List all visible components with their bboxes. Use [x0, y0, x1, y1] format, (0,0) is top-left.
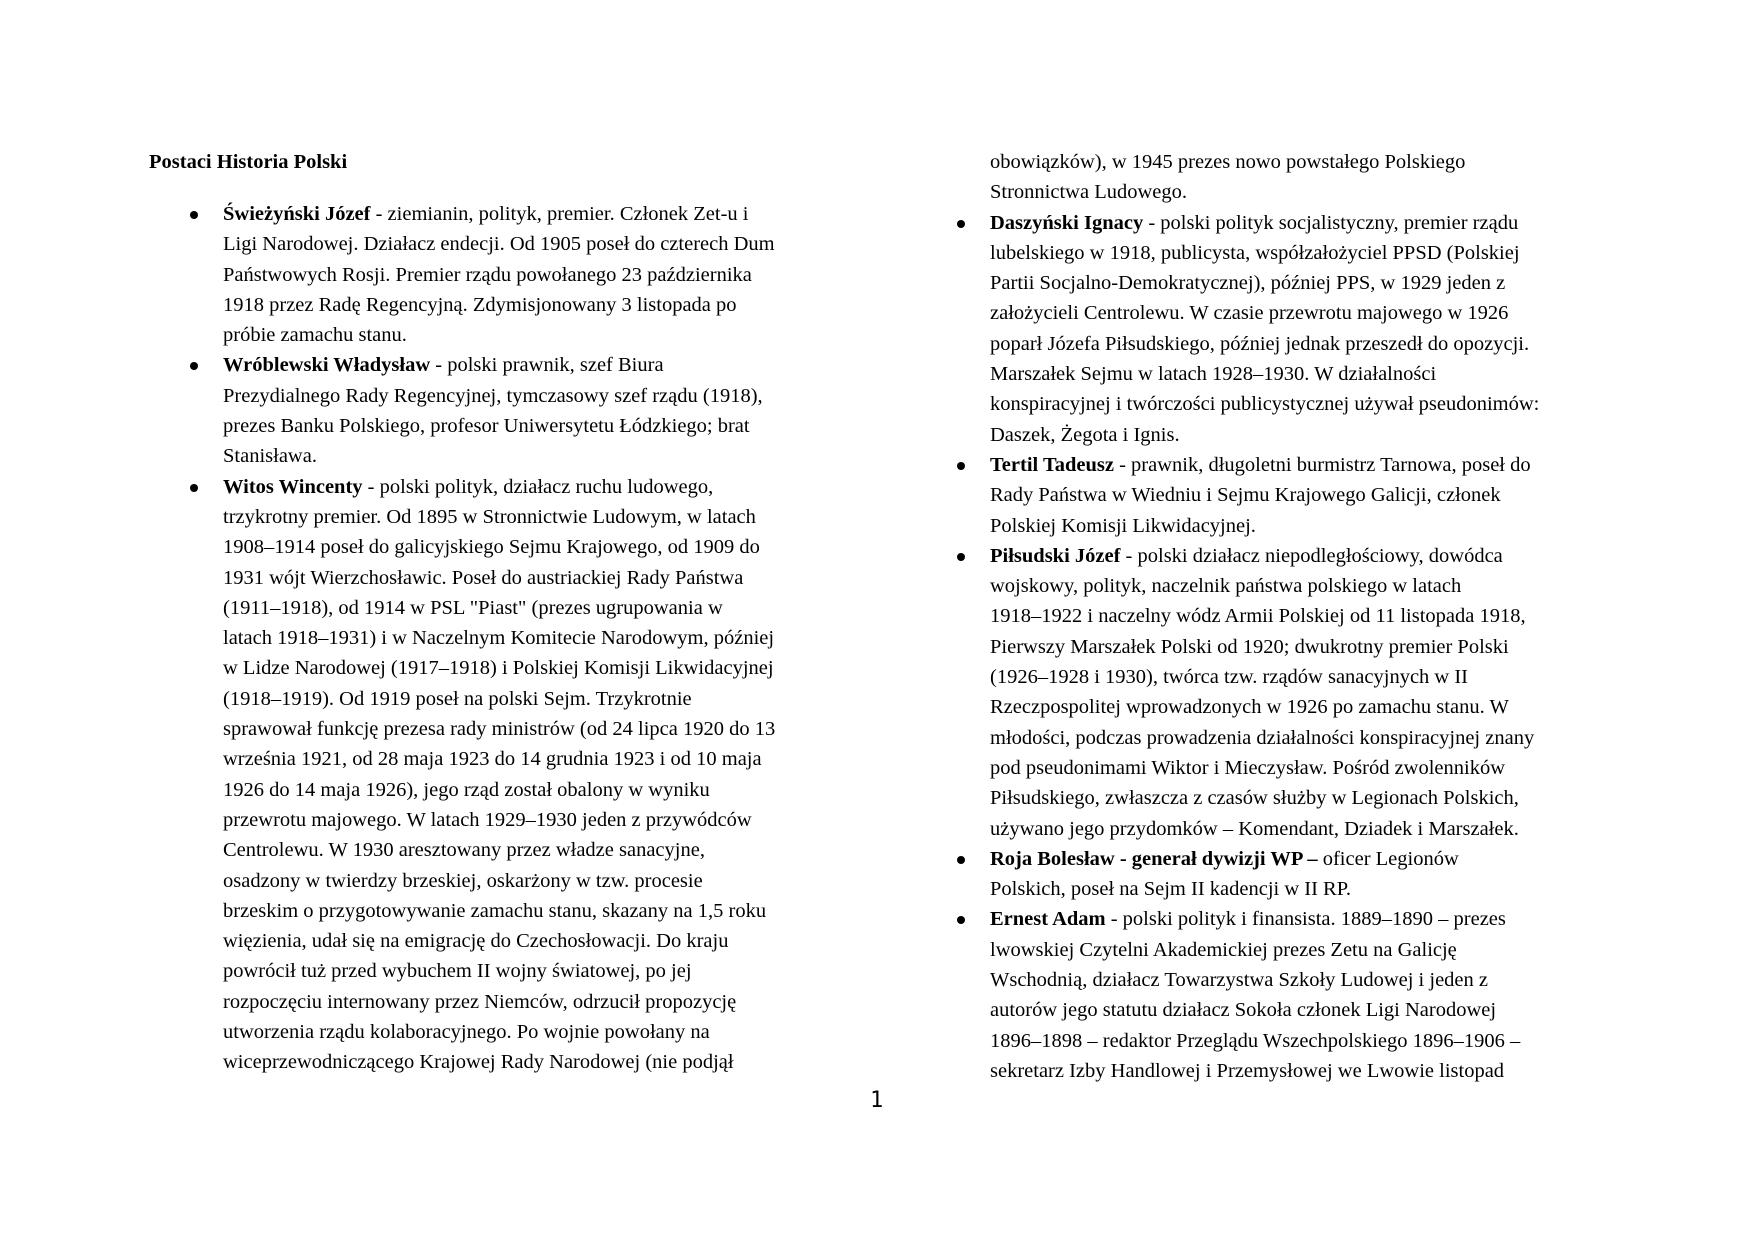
text-line: [223, 381, 863, 411]
description-text: oficer Legionów: [1317, 847, 1459, 870]
description-text: Pierwszy Marszałek Polski od 1920; dwukrotny premier Polski: [990, 635, 1509, 658]
text-line: [990, 783, 1630, 813]
description-text: prezes Banku Polskiego, profesor Uniwersytetu Łódzkiego; brat: [223, 415, 750, 438]
description-text: - polski polityk, działacz ruchu ludowego,: [362, 475, 714, 498]
description-text: sekretarz Izby Handlowej i Przemysłowej we Lwowie listopad: [990, 1059, 1505, 1082]
description-text: - polski polityk socjalistyczny, premier rządu: [1143, 211, 1519, 234]
text-line: [990, 147, 1630, 177]
description-text: Centrolewu. W 1930 aresztowany przez władze sanacyjne,: [223, 839, 705, 862]
text-line: [990, 723, 1630, 753]
text-line: [990, 571, 1630, 601]
text-line: [990, 450, 1630, 480]
description-text: przewrotu majowego. W latach 1929–1930 jeden z przywódców: [223, 808, 752, 831]
text-line: [990, 844, 1630, 874]
text-line: [990, 995, 1630, 1025]
text-line: [990, 935, 1630, 965]
description-text: 1896–1898 – redaktor Przeglądu Wszechpolskiego 1896–1906 –: [990, 1029, 1521, 1052]
text-line: [990, 480, 1630, 510]
text-line: [223, 714, 863, 744]
description-text: używano jego przydomków – Komendant, Dziadek i Marszałek.: [990, 817, 1519, 840]
description-text: Rady Państwa w Wiedniu i Sejmu Krajowego Galicji, członek: [990, 484, 1501, 507]
left-column: [223, 199, 863, 1078]
description-text: w Lidze Narodowej (1917–1918) i Polskiej Komisji Likwidacyjnej: [223, 657, 774, 680]
text-line: [990, 298, 1630, 328]
description-text: Daszek, Żegota i Ignis.: [990, 423, 1180, 446]
text-line: [223, 987, 863, 1017]
description-text: autorów jego statutu działacz Sokoła członek Ligi Narodowej: [990, 999, 1497, 1022]
person-name: Tertil Tadeusz: [990, 453, 1114, 476]
text-line: [223, 956, 863, 986]
text-line: [223, 502, 863, 532]
description-text: więzienia, udał się na emigrację do Czechosłowacji. Do kraju: [223, 930, 729, 953]
list-item: [990, 541, 1630, 844]
text-line: [223, 896, 863, 926]
description-text: - ziemianin, polityk, premier. Członek Zet-u i: [370, 203, 749, 225]
text-line: [223, 532, 863, 562]
text-line: [990, 329, 1630, 359]
description-text: utworzenia rządu kolaboracyjnego. Po wojnie powołany na: [223, 1021, 710, 1044]
description-text: sprawował funkcję prezesa rady ministrów (od 24 lipca 1920 do 13: [223, 718, 776, 741]
description-text: - polski polityk i finansista. 1889–1890 – prezes: [1105, 908, 1506, 931]
list-item: [223, 472, 863, 1078]
text-line: [990, 601, 1630, 631]
description-text: 1926 do 14 maja 1926), jego rząd został obalony w wyniku: [223, 778, 710, 801]
description-text: wiceprzewodniczącego Krajowej Rady Narodowej (nie podjął: [223, 1051, 734, 1074]
text-line: [990, 268, 1630, 298]
text-line: [223, 593, 863, 623]
text-line: [223, 805, 863, 835]
description-text: (1918–1919). Od 1919 poseł na polski Sejm. Trzykrotnie: [223, 687, 692, 710]
bullet-icon: [957, 462, 965, 470]
text-line: [223, 441, 863, 471]
text-line: [990, 359, 1630, 389]
bullet-icon: [190, 362, 198, 370]
text-line: [223, 290, 863, 320]
description-text: lwowskiej Czytelni Akademickiej prezes Zetu na Galicję: [990, 938, 1457, 961]
text-line: [223, 684, 863, 714]
description-text: Wschodnią, działacz Towarzystwa Szkoły Ludowej i jeden z: [990, 969, 1488, 992]
description-text: - polski prawnik, szef Biura: [430, 354, 664, 377]
description-text: Polskiej Komisji Likwidacyjnej.: [990, 514, 1256, 537]
list-item-continuation: [990, 147, 1630, 208]
text-line: [990, 874, 1630, 904]
description-text: 1918–1922 i naczelny wódz Armii Polskiej od 11 listopada 1918,: [990, 605, 1526, 628]
person-name: Wróblewski Władysław: [223, 354, 431, 377]
text-line: [990, 177, 1630, 207]
text-line: [990, 692, 1630, 722]
description-text: latach 1918–1931) i w Naczelnym Komitecie Narodowym, później: [223, 627, 775, 650]
list-item: [990, 208, 1630, 450]
text-line: [990, 511, 1630, 541]
description-text: Państwowych Rosji. Premier rządu powołanego 23 października: [223, 263, 752, 286]
list-item: [223, 350, 863, 471]
description-text: brzeskim o przygotowywanie zamachu stanu, skazany na 1,5 roku: [223, 899, 767, 922]
description-text: (1926–1928 i 1930), twórca tzw. rządów sanacyjnych w II: [990, 666, 1468, 689]
description-text: założycieli Centrolewu. W czasie przewrotu majowego w 1926: [990, 302, 1509, 325]
text-line: [223, 775, 863, 805]
list-item: [990, 450, 1630, 541]
text-line: [223, 653, 863, 683]
text-line: [990, 904, 1630, 934]
description-text: powrócił tuż przed wybuchem II wojny światowej, po jej: [223, 960, 692, 983]
text-line: [990, 238, 1630, 268]
description-text: (1911–1918), od 1914 w PSL "Piast" (prezes ugrupowania w: [223, 596, 723, 619]
text-line: [990, 541, 1630, 571]
description-text: 1931 wójt Wierzchosławic. Poseł do austriackiej Rady Państwa: [223, 566, 744, 589]
person-name: Roja Bolesław - generał dywizji WP –: [990, 847, 1318, 870]
description-text: Stronnictwa Ludowego.: [990, 181, 1187, 204]
description-text: lubelskiego w 1918, publicysta, współzałożyciel PPSD (Polskiej: [990, 241, 1520, 264]
person-name: Witos Wincenty: [223, 475, 363, 498]
text-line: [223, 1017, 863, 1047]
description-text: Ligi Narodowej. Działacz endecji. Od 1905 poseł do czterech Dum: [223, 233, 775, 256]
description-text: osadzony w twierdzy brzeskiej, oskarżony w tzw. procesie: [223, 869, 703, 892]
description-text: września 1921, od 28 maja 1923 do 14 grudnia 1923 i od 10 maja: [223, 748, 762, 771]
description-text: Piłsudskiego, zwłaszcza z czasów służby w Legionach Polskich,: [990, 787, 1519, 810]
description-text: obowiązków), w 1945 prezes nowo powstałego Polskiego: [990, 151, 1466, 173]
description-text: Stanisława.: [223, 445, 317, 468]
document-title: Postaci Historia Polski: [149, 151, 348, 173]
text-line: [223, 623, 863, 653]
text-line: [223, 835, 863, 865]
bullet-icon: [957, 856, 965, 864]
description-text: Partii Socjalno-Demokratycznej), później PPS, w 1929 jeden z: [990, 272, 1506, 295]
description-text: Prezydialnego Rady Regencyjnej, tymczasowy szef rządu (1918),: [223, 384, 763, 407]
person-name: Daszyński Ignacy: [990, 211, 1144, 234]
text-line: [990, 662, 1630, 692]
text-line: [223, 563, 863, 593]
text-line: [223, 199, 863, 229]
text-line: [223, 320, 863, 350]
bullet-icon: [957, 916, 965, 924]
list-item: [990, 904, 1630, 1086]
text-line: [223, 472, 863, 502]
text-line: [990, 632, 1630, 662]
text-line: [223, 926, 863, 956]
description-text: pod pseudonimami Wiktor i Mieczysław. Pośród zwolenników: [990, 756, 1506, 779]
bullet-icon: [957, 553, 965, 561]
description-text: 1908–1914 poseł do galicyjskiego Sejmu Krajowego, od 1909 do: [223, 536, 760, 559]
text-line: [223, 411, 863, 441]
text-line: [990, 965, 1630, 995]
text-line: [223, 744, 863, 774]
text-line: [223, 229, 863, 259]
person-name: Piłsudski Józef: [990, 544, 1121, 567]
bullet-icon: [190, 211, 198, 219]
text-line: [990, 814, 1630, 844]
person-name: Ernest Adam: [990, 908, 1106, 931]
description-text: młodości, podczas prowadzenia działalności konspiracyjnej znany: [990, 726, 1535, 749]
description-text: Rzeczpospolitej wprowadzonych w 1926 po zamachu stanu. W: [990, 696, 1509, 719]
text-line: [990, 1056, 1630, 1086]
text-line: [990, 420, 1630, 450]
text-line: [223, 1047, 863, 1077]
description-text: wojskowy, polityk, naczelnik państwa polskiego w latach: [990, 575, 1462, 598]
description-text: Polskich, poseł na Sejm II kadencji w II RP.: [990, 878, 1351, 901]
description-text: trzykrotny premier. Od 1895 w Stronnictwie Ludowym, w latach: [223, 505, 756, 528]
text-line: [223, 260, 863, 290]
text-line: [990, 389, 1630, 419]
description-text: 1918 przez Radę Regencyjną. Zdymisjonowany 3 listopada po: [223, 293, 737, 316]
text-line: [990, 208, 1630, 238]
text-line: [223, 866, 863, 896]
right-column: [990, 147, 1630, 1086]
bullet-icon: [190, 484, 198, 492]
person-name: Świeżyński Józef: [223, 203, 371, 225]
description-text: konspiracyjnej i twórczości publicystycznej używał pseudonimów:: [990, 393, 1540, 416]
description-text: próbie zamachu stanu.: [223, 324, 407, 347]
list-item: [990, 844, 1630, 905]
list-item: [223, 199, 863, 350]
description-text: rozpoczęciu internowany przez Niemców, odrzucił propozycję: [223, 990, 737, 1013]
bullet-icon: [957, 220, 965, 228]
text-line: [990, 1026, 1630, 1056]
description-text: - polski działacz niepodległościowy, dowódca: [1120, 544, 1503, 567]
description-text: - prawnik, długoletni burmistrz Tarnowa, poseł do: [1113, 453, 1531, 476]
description-text: Marszałek Sejmu w latach 1928–1930. W działalności: [990, 363, 1437, 386]
page-number: 1: [870, 1088, 884, 1113]
text-line: [990, 753, 1630, 783]
description-text: poparł Józefa Piłsudskiego, później jednak przeszedł do opozycji.: [990, 332, 1530, 355]
text-line: [223, 350, 863, 380]
